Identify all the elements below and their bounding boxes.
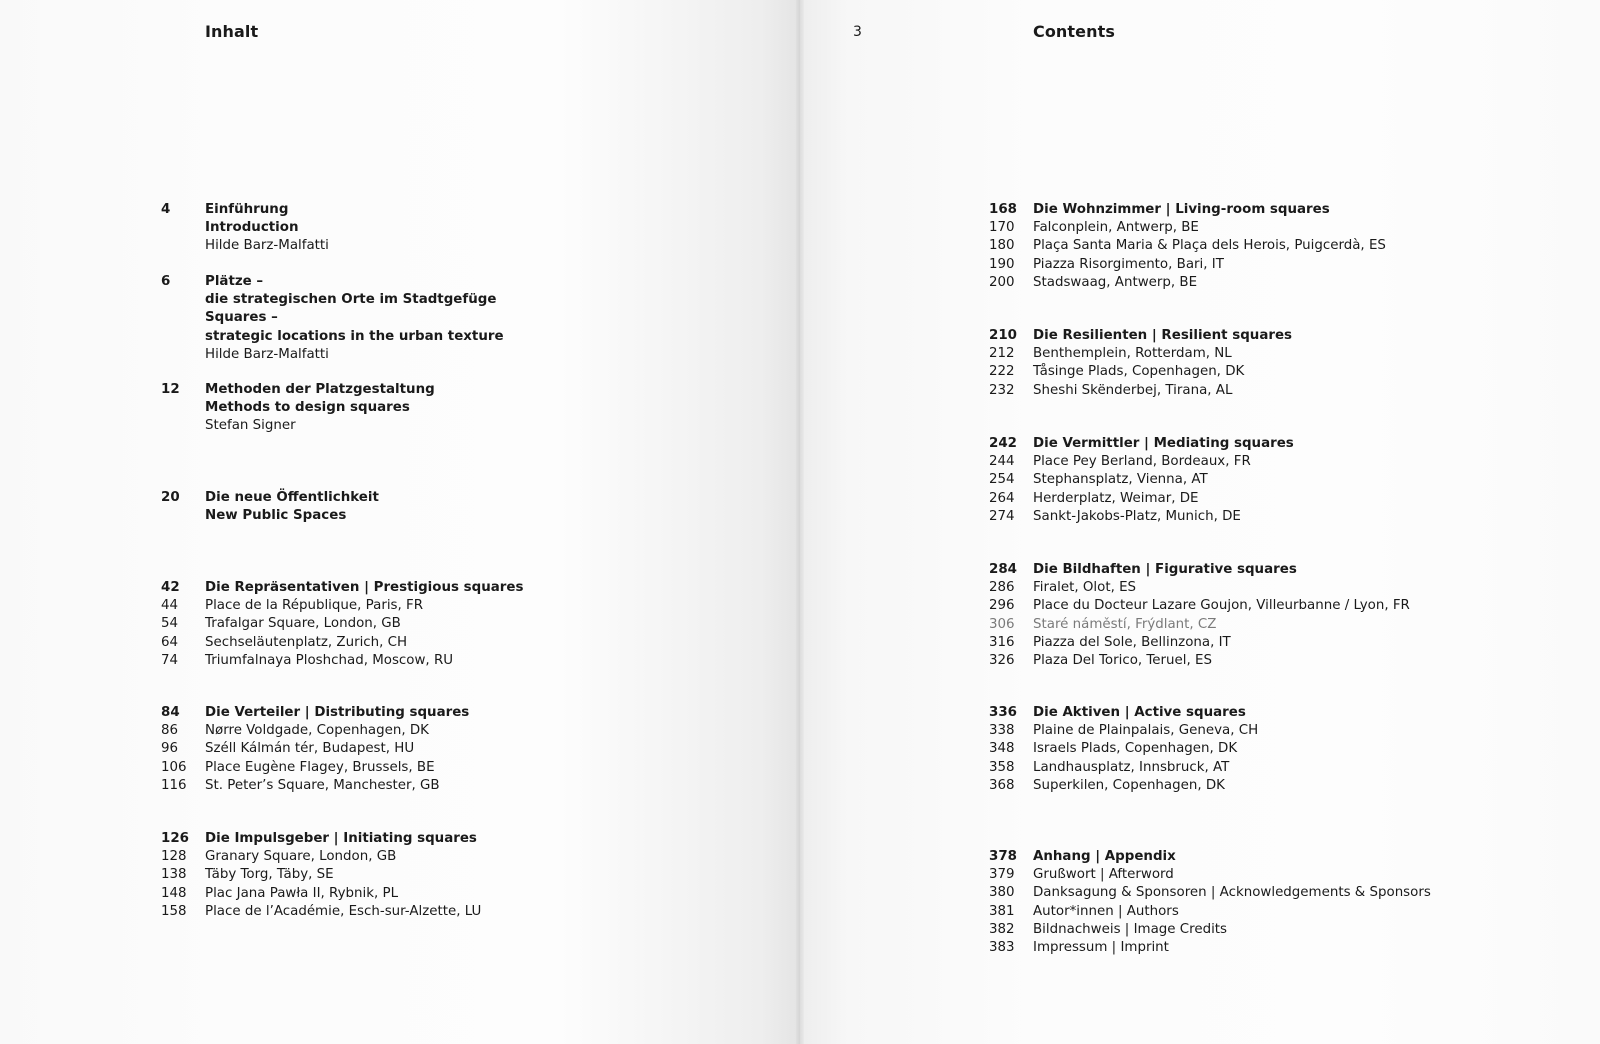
toc-entry-text: Plac Jana Pawła II, Rybnik, PL <box>205 885 399 901</box>
toc-page-number: 138 <box>161 867 187 883</box>
right-page-title: Contents <box>1033 22 1115 41</box>
toc-entry-text: Anhang | Appendix <box>1033 849 1176 864</box>
toc-page-number: 148 <box>161 885 187 901</box>
toc-entry-text: Place de l’Académie, Esch-sur-Alzette, LU <box>205 903 482 919</box>
toc-entry-text: Place de la République, Paris, FR <box>205 598 424 614</box>
toc-entry-text: New Public Spaces <box>205 508 347 524</box>
toc-entry-text: Hilde Barz-Malfatti <box>205 238 329 254</box>
book-gutter <box>796 0 804 1044</box>
toc-page-number: 20 <box>161 490 180 505</box>
toc-entry-text: Sankt-Jakobs-Platz, Munich, DE <box>1033 508 1241 524</box>
toc-page-number: 44 <box>161 598 179 614</box>
toc-entry-text: strategic locations in the urban texture <box>205 328 504 344</box>
toc-page-number: 242 <box>989 436 1017 451</box>
toc-entry-text: Israels Plads, Copenhagen, DK <box>1033 741 1238 757</box>
toc-page-number: 158 <box>161 903 187 919</box>
right-page <box>800 0 1600 1044</box>
toc-page-number: 284 <box>989 562 1017 577</box>
toc-entry-text: Plätze – <box>205 274 264 289</box>
toc-entry-text: Täby Torg, Täby, SE <box>205 867 334 883</box>
toc-page-number: 212 <box>989 346 1015 362</box>
toc-entry-text: Széll Kálmán tér, Budapest, HU <box>205 741 415 757</box>
toc-entry-text: Die Wohnzimmer | Living-room squares <box>1033 202 1330 217</box>
toc-entry-text: Stefan Signer <box>205 418 296 434</box>
toc-entry-text: Granary Square, London, GB <box>205 849 397 865</box>
toc-entry-text: Die Bildhaften | Figurative squares <box>1033 562 1297 577</box>
toc-entry-text: Piazza del Sole, Bellinzona, IT <box>1033 634 1231 650</box>
toc-page-number: 378 <box>989 849 1017 864</box>
toc-entry-text: Die Vermittler | Mediating squares <box>1033 436 1294 451</box>
toc-page-number: 338 <box>989 723 1015 739</box>
toc-entry-text: Plaza Del Torico, Teruel, ES <box>1033 652 1212 668</box>
toc-page-number: 336 <box>989 705 1017 720</box>
toc-page-number: 86 <box>161 723 179 739</box>
toc-entry-text: Superkilen, Copenhagen, DK <box>1033 777 1225 793</box>
toc-page-number: 4 <box>161 202 171 217</box>
toc-page-number: 244 <box>989 454 1015 470</box>
toc-page-number: 368 <box>989 777 1015 793</box>
toc-page-number: 180 <box>989 238 1015 254</box>
toc-entry-text: Plaça Santa Maria & Plaça dels Herois, Puigcerdà, ES <box>1033 238 1386 254</box>
toc-entry-text: Place Pey Berland, Bordeaux, FR <box>1033 454 1251 470</box>
toc-entry-text: Herderplatz, Weimar, DE <box>1033 490 1199 506</box>
toc-entry-text: Bildnachweis | Image Credits <box>1033 921 1228 937</box>
toc-page-number: 382 <box>989 921 1015 937</box>
toc-entry-text: Benthemplein, Rotterdam, NL <box>1033 346 1232 362</box>
toc-entry-text: Grußwort | Afterword <box>1033 867 1174 883</box>
toc-entry-text: Sheshi Skënderbej, Tirana, AL <box>1033 382 1233 398</box>
toc-page-number: 210 <box>989 328 1017 343</box>
toc-page-number: 296 <box>989 598 1015 614</box>
toc-entry-text: die strategischen Orte im Stadtgefüge <box>205 292 497 308</box>
toc-page-number: 316 <box>989 634 1015 650</box>
toc-page-number: 74 <box>161 652 179 668</box>
toc-page-number: 84 <box>161 705 180 720</box>
toc-page-number: 54 <box>161 616 179 632</box>
toc-entry-text: Falconplein, Antwerp, BE <box>1033 220 1199 236</box>
toc-page-number: 128 <box>161 849 187 865</box>
toc-entry-text: Stadswaag, Antwerp, BE <box>1033 274 1198 290</box>
toc-page-number: 348 <box>989 741 1015 757</box>
toc-page-number: 286 <box>989 580 1015 596</box>
toc-entry-text: Staré náměstí, Frýdlant, CZ <box>1033 616 1217 632</box>
toc-page-number: 6 <box>161 274 171 289</box>
toc-page-number: 168 <box>989 202 1017 217</box>
toc-page-number: 96 <box>161 741 179 757</box>
toc-entry-text: Die Resilienten | Resilient squares <box>1033 328 1293 343</box>
toc-entry-text: Autor*innen | Authors <box>1033 903 1179 919</box>
toc-entry-text: Die Aktiven | Active squares <box>1033 705 1246 720</box>
toc-entry-text: Die Verteiler | Distributing squares <box>205 705 470 720</box>
toc-page-number: 200 <box>989 274 1015 290</box>
toc-entry-text: Methoden der Platzgestaltung <box>205 382 435 397</box>
toc-entry-text: Impressum | Imprint <box>1033 939 1169 955</box>
toc-entry-text: Introduction <box>205 220 299 236</box>
toc-entry-text: St. Peter’s Square, Manchester, GB <box>205 777 440 793</box>
toc-entry-text: Nørre Voldgade, Copenhagen, DK <box>205 723 429 739</box>
toc-page-number: 326 <box>989 652 1015 668</box>
toc-entry-text: Die neue Öffentlichkeit <box>205 490 379 505</box>
toc-page-number: 190 <box>989 256 1015 272</box>
toc-page-number: 42 <box>161 580 180 595</box>
toc-page-number: 106 <box>161 759 187 775</box>
toc-entry-text: Die Impulsgeber | Initiating squares <box>205 831 477 846</box>
toc-entry-text: Squares – <box>205 310 278 326</box>
toc-entry-text: Firalet, Olot, ES <box>1033 580 1137 596</box>
toc-page-number: 12 <box>161 382 180 397</box>
toc-page-number: 64 <box>161 634 179 650</box>
toc-entry-text: Triumfalnaya Ploshchad, Moscow, RU <box>205 652 454 668</box>
toc-page-number: 126 <box>161 831 189 846</box>
toc-page-number: 306 <box>989 616 1015 632</box>
toc-entry-text: Sechseläutenplatz, Zurich, CH <box>205 634 408 650</box>
toc-entry-text: Danksagung & Sponsoren | Acknowledgements & Sponsors <box>1033 885 1431 901</box>
toc-entry-text: Trafalgar Square, London, GB <box>205 616 401 632</box>
toc-entry-text: Stephansplatz, Vienna, AT <box>1033 472 1208 488</box>
toc-page-number: 380 <box>989 885 1015 901</box>
toc-entry-text: Piazza Risorgimento, Bari, IT <box>1033 256 1224 272</box>
toc-page-number: 254 <box>989 472 1015 488</box>
toc-page-number: 116 <box>161 777 187 793</box>
toc-page-number: 383 <box>989 939 1015 955</box>
toc-entry-text: Tåsinge Plads, Copenhagen, DK <box>1033 364 1245 380</box>
toc-page-number: 170 <box>989 220 1015 236</box>
toc-page-number: 358 <box>989 759 1015 775</box>
toc-entry-text: Place Eugène Flagey, Brussels, BE <box>205 759 435 775</box>
toc-page-number: 264 <box>989 490 1015 506</box>
toc-page-number: 232 <box>989 382 1015 398</box>
toc-page-number: 381 <box>989 903 1015 919</box>
toc-entry-text: Die Repräsentativen | Prestigious squares <box>205 580 524 595</box>
toc-page-number: 274 <box>989 508 1015 524</box>
toc-entry-text: Place du Docteur Lazare Goujon, Villeurbanne / Lyon, FR <box>1033 598 1410 614</box>
toc-entry-text: Einführung <box>205 202 289 217</box>
toc-page-number: 379 <box>989 867 1015 883</box>
toc-entry-text: Landhausplatz, Innsbruck, AT <box>1033 759 1230 775</box>
page-number: 3 <box>853 24 862 40</box>
toc-page-number: 222 <box>989 364 1015 380</box>
toc-entry-text: Methods to design squares <box>205 400 410 416</box>
toc-entry-text: Hilde Barz-Malfatti <box>205 346 329 362</box>
toc-entry-text: Plaine de Plainpalais, Geneva, CH <box>1033 723 1259 739</box>
left-page-title: Inhalt <box>205 22 259 41</box>
